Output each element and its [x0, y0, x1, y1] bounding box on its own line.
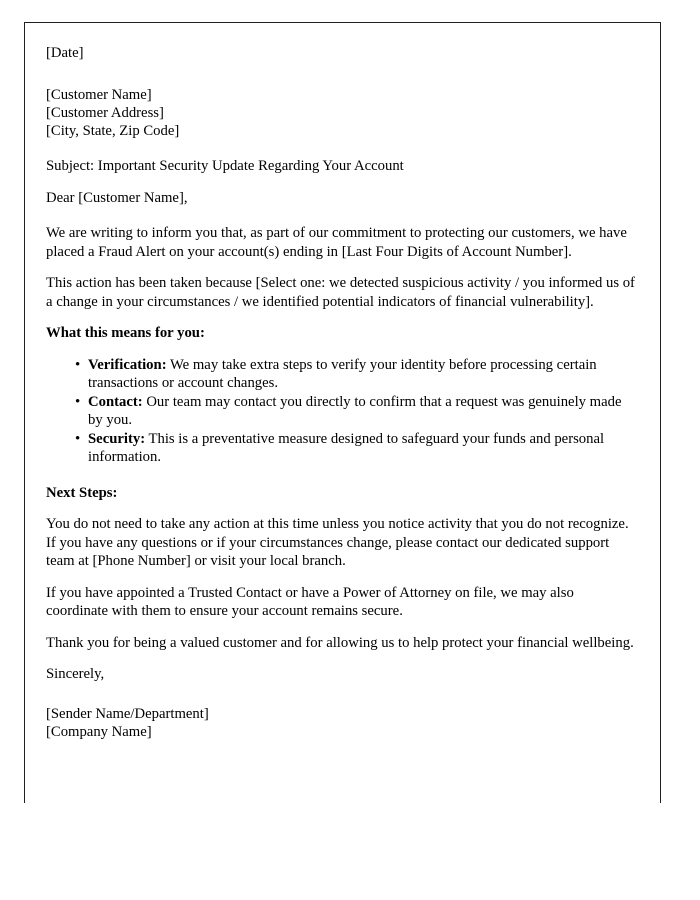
letter-date: [Date] [46, 45, 84, 61]
recipient-address: [Customer Address] [46, 105, 164, 121]
spacer [46, 343, 638, 356]
sender-name: [Sender Name/Department] [46, 705, 209, 722]
spacer [46, 62, 638, 86]
spacer [46, 467, 638, 484]
list-item-lead: Contact: [88, 393, 143, 410]
spacer [46, 621, 638, 634]
paragraph-intro: We are writing to inform you that, as part of our commitment to protecting our customers, we have placed a Fraud Alert on your account(s) ending in [Last Four Digits of Account Number]. [46, 225, 627, 260]
paragraph-reason: This action has been taken because [Select one: we detected suspicious activity / you informed us of a change in your circumstances / we identified potential indicators of financial vulnerability]. [46, 275, 635, 310]
benefits-list [46, 356, 638, 467]
list-item [88, 393, 638, 430]
spacer [46, 571, 638, 584]
spacer [46, 140, 638, 157]
spacer [46, 261, 638, 274]
spacer [46, 502, 638, 515]
list-item-lead: Verification: [88, 356, 167, 373]
list-item-text: We may take extra steps to verify your identity before processing certain transactions or account changes. [88, 356, 597, 391]
recipient-name: [Customer Name] [46, 87, 152, 103]
paragraph-thanks: Thank you for being a valued customer and for allowing us to help protect your financial wellbeing. [46, 634, 634, 651]
spacer [46, 652, 638, 665]
spacer [46, 311, 638, 324]
spacer [46, 207, 638, 224]
paragraph-trusted-contact: If you have appointed a Trusted Contact or have a Power of Attorney on file, we may also coordinate with them to ensure your account remains secure. [46, 584, 574, 619]
salutation: Dear [Customer Name], [46, 189, 188, 206]
spacer [46, 176, 638, 189]
company-name: [Company Name] [46, 723, 152, 740]
list-item [88, 430, 638, 467]
letter-body [46, 44, 638, 741]
valediction: Sincerely, [46, 666, 105, 682]
recipient-city-state-zip: [City, State, Zip Code] [46, 123, 180, 139]
list-item-lead: Security: [88, 430, 146, 447]
list-item [88, 356, 638, 393]
section-heading-what-this-means: What this means for you: [46, 325, 205, 341]
section-heading-next-steps: Next Steps: [46, 484, 118, 501]
subject-line: Subject: Important Security Update Regarding Your Account [46, 158, 404, 174]
spacer [46, 684, 638, 705]
list-item-text: Our team may contact you directly to confirm that a request was genuinely made by you. [88, 393, 622, 428]
list-item-text: This is a preventative measure designed to safeguard your funds and personal information. [88, 430, 605, 465]
paragraph-next-steps: You do not need to take any action at this time unless you notice activity that you do not recognize. If you have any questions or if your circumstances change, please contact our dedicated support team at [Phone Number] or visit your local branch. [46, 516, 629, 569]
